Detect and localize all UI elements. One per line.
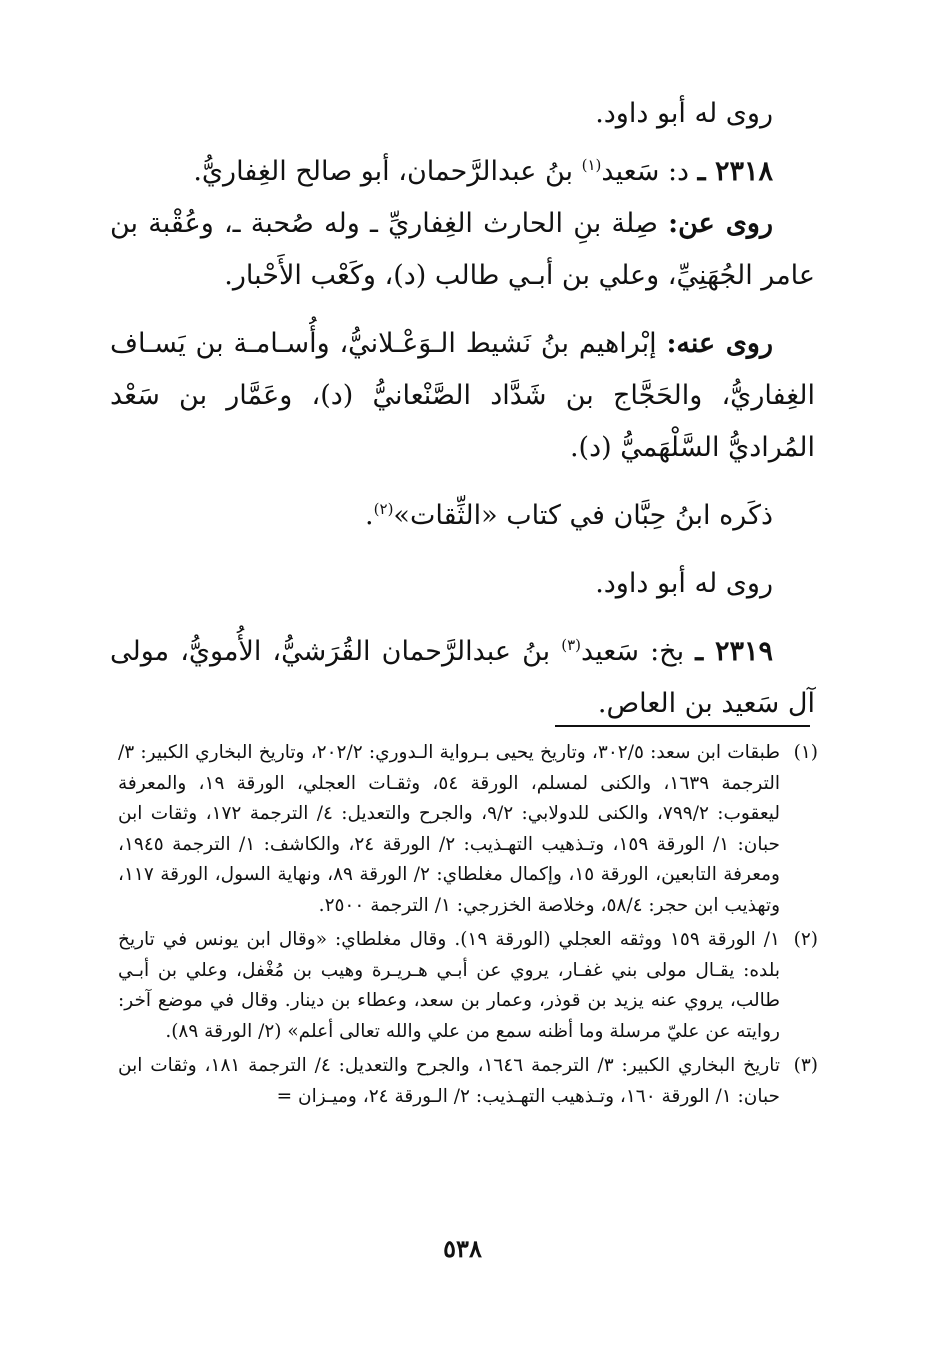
mention-line: ذكَره ابنُ حِبَّان في كتاب «الثِّقات»$^{(٢)}$. <box>365 500 773 531</box>
entry-name-rest: بنُ عبدالرَّحمان، أبو صالح الغِفاريُّ. <box>193 156 582 187</box>
footnote-ref: (١) <box>581 156 602 174</box>
entry-number: ٢٣١٨ ـ <box>697 156 773 187</box>
footnote-marker: (٣) <box>793 1055 818 1076</box>
footnote-ref: (٢) <box>373 500 394 518</box>
footnote-ref: (٣) <box>561 636 582 654</box>
entry-name: بخ: سَعيد <box>581 636 685 667</box>
footnote-marker: (١) <box>793 742 818 763</box>
page-number: ٥٣٨ <box>443 1234 482 1263</box>
entry-name-rest: بنُ عبدالرَّحمان القُرَشيُّ، الأُمويُّ، مولى آل سَعيد بن العاص. <box>110 636 815 719</box>
footnote-marker: (٢) <box>793 929 818 950</box>
entry-2318 <box>110 146 815 198</box>
narrated-from-text: صِلة بنِ الحارث الغِفاريِّ ـ وله صُحبة ـ، وعُقْبة بن عامر الجُهَنِيِّ، وعلي بن أبـي طالب (د)، وكَعْب الأَحْبار. <box>110 208 815 291</box>
narrated-from-paragraph <box>110 198 815 302</box>
narrated-by-label: روى عنه: <box>666 328 773 359</box>
footnote-1 <box>118 738 818 921</box>
footnote-text: تاريخ البخاري الكبير: ٣/ الترجمة ١٦٤٦، والجرح والتعديل: ٤/ الترجمة ١٨١، وثقات ابن حبان: ١/ الورقة ١٦٠، وتـذهيب التهـذيب: ٢/ الـورقة ٢٤، وميـزان = <box>118 1055 780 1107</box>
footnotes <box>118 738 818 1116</box>
entry-2319 <box>110 626 815 730</box>
entry-number: ٢٣١٩ ـ <box>695 636 773 667</box>
narrated-from-label: روى عن: <box>668 208 773 239</box>
footnote-text: ١/ الورقة ١٥٩ ووثقه العجلي (الورقة ١٩). وقال مغلطاي: «وقال ابن يونس في تاريخ بلده: يقـال مولى بني غفـار، يروي عن أبـي هـريـرة وهيب بن مُغْفل، وعلي بن أبـي طالب، يروي عنه يزيد بن قوذر، وعمار بن سعد، وعطاء بن دينار. وقال في موضع آخر: روايته عن عليّ مرسلة وما أظنه سمع من علي والله تعالى أعلم» (٢/ الورقة ٨٩). <box>118 929 780 1042</box>
footnote-3 <box>118 1051 818 1112</box>
main-text <box>110 88 815 730</box>
narration-line: روى له أبو داود. <box>595 98 773 129</box>
narrated-by-text: إبْراهيم بنُ نَشيط الـوَعْـلانيُّ، وأُسـامـة بن يَسـاف الغِفاريُّ، والحَجَّاج بن شَدَّاد الصَّنْعانيُّ (د)، وعَمَّار بن سَعْد المُراديُّ السَّلْهَميُّ (د). <box>110 328 815 463</box>
entry-name: د: سَعيد <box>601 156 690 187</box>
footnote-2 <box>118 925 818 1047</box>
narrated-by-paragraph <box>110 318 815 474</box>
footnote-text: طبقات ابن سعد: ٣٠٢/٥، وتاريخ يحيى بـرواية الـدوري: ٢٠٢/٢، وتاريخ البخاري الكبير: ٣/ الترجمة ١٦٣٩، والكنى لمسلم، الورقة ٥٤، وثقـات العجلي، الورقة ١٩، والمعرفة ليعقوب: ٧٩٩/٢، والكنى للدولابي: ٩/٢، والجرح والتعديل: ٤/ الترجمة ١٧٢، وثقات ابن حبان: ١/ الورقة ١٥٩، وتـذهيب التهـذيب: ٢/ الورقة ٢٤، والكاشف: ١/ الترجمة ١٩٤٥، ومعرفة التابعين، الورقة ١٥، وإكمال مغلطاي: ٢/ الورقة ٨٩، ونهاية السول، الورقة ١١٧، وتهذيب ابن حجر: ٥٨/٤، وخلاصة الخزرجي: ١/ الترجمة ٢٥٠٠. <box>118 742 780 916</box>
narration-line: روى له أبو داود. <box>595 568 773 599</box>
footnote-divider <box>555 725 810 727</box>
